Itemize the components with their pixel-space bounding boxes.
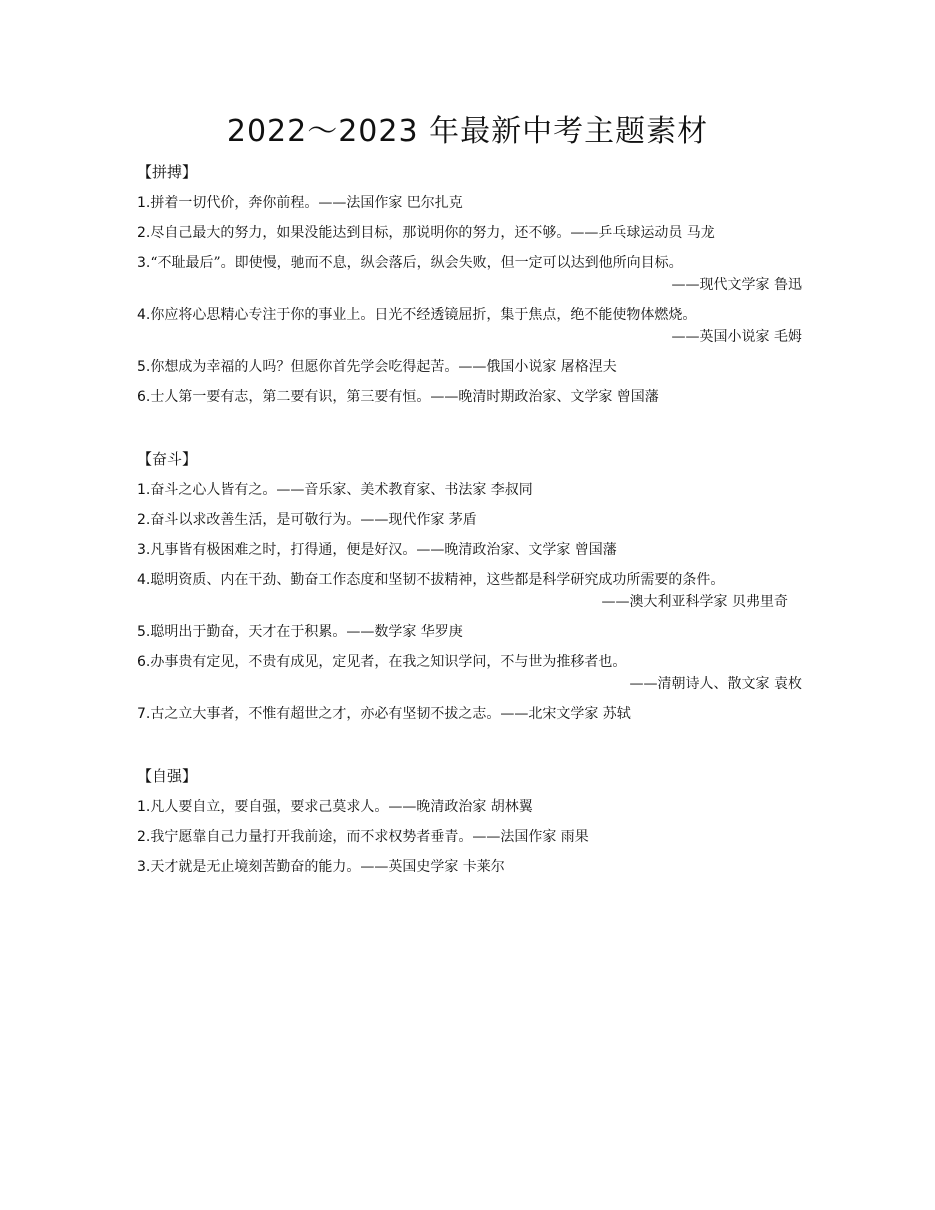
- quote-attribution: ——英国小说家 毛姆: [671, 329, 802, 345]
- quote-item: [137, 541, 802, 560]
- quote-item: [137, 571, 802, 612]
- quote-text: 士人第一要有志，第二要有识，第三要有恒。: [150, 389, 431, 405]
- quote-attribution: ——晚清政治家、文学家 曾国藩: [416, 542, 617, 558]
- quote-attribution: ——北宋文学家 苏轼: [500, 706, 631, 722]
- quote-item: [137, 358, 802, 377]
- quote-item: [137, 828, 802, 847]
- section-heading: 【奋斗】: [137, 450, 198, 468]
- section-fendou: [137, 449, 802, 724]
- quote-text: 凡人要自立，要自强，要求己莫求人。: [150, 799, 389, 815]
- quote-text: 你想成为幸福的人吗？但愿你首先学会吃得起苦。: [150, 359, 459, 375]
- page-title: 2022～2023 年最新中考主题素材: [226, 114, 709, 149]
- quote-attribution: ——俄国小说家 屠格涅夫: [458, 359, 617, 375]
- quote-attribution: ——现代作家 茅盾: [360, 512, 477, 528]
- quote-attribution: ——乒乓球运动员 马龙: [570, 225, 715, 241]
- quote-item: [137, 254, 802, 295]
- quote-attribution: ——数学家 华罗庚: [346, 624, 463, 640]
- quote-attribution: ——音乐家、美术教育家、书法家 李叔同: [276, 482, 533, 498]
- quote-number: 1.: [137, 799, 151, 815]
- quote-text: 尽自己最大的努力，如果没能达到目标，那说明你的努力，还不够。: [150, 225, 571, 241]
- document-body: [137, 162, 802, 888]
- quote-number: 5.: [137, 359, 151, 375]
- quote-attribution: ——晚清时期政治家、文学家 曾国藩: [430, 389, 659, 405]
- section-gap: [137, 735, 802, 766]
- quote-number: 3.: [137, 542, 151, 558]
- quote-item: [137, 194, 802, 213]
- quote-text: 凡事皆有极困难之时，打得通，便是好汉。: [150, 542, 417, 558]
- quote-text: 古之立大事者，不惟有超世之才，亦必有坚韧不拔之志。: [150, 706, 501, 722]
- quote-text: 你应将心思精心专注于你的事业上。日光不经透镜屈折，集于焦点，绝不能使物体燃烧。: [150, 307, 697, 323]
- quote-attribution: ——晚清政治家 胡林翼: [388, 799, 533, 815]
- quote-text: 拼着一切代价，奔你前程。: [150, 195, 319, 211]
- quote-number: 4.: [137, 307, 151, 323]
- quote-number: 4.: [137, 572, 151, 588]
- section-heading: 【拼搏】: [137, 163, 198, 181]
- section-gap: [137, 418, 802, 449]
- quote-number: 2.: [137, 225, 151, 241]
- quote-text: 我宁愿靠自己力量打开我前途，而不求权势者垂青。: [150, 829, 473, 845]
- quote-number: 2.: [137, 512, 151, 528]
- quote-number: 2.: [137, 829, 151, 845]
- quote-item: [137, 653, 802, 694]
- section-ziqiang: [137, 766, 802, 877]
- quote-text: “不耻最后”。即使慢，驰而不息，纵会落后，纵会失败，但一定可以达到他所向目标。: [150, 255, 683, 271]
- quote-item: [137, 705, 802, 724]
- quote-text: 办事贵有定见，不贵有成见，定见者，在我之知识学问，不与世为推移者也。: [150, 654, 627, 670]
- quote-attribution: ——清朝诗人、散文家 袁枚: [629, 676, 802, 692]
- quote-number: 1.: [137, 195, 151, 211]
- quote-item: [137, 623, 802, 642]
- quote-attribution: ——现代文学家 鲁迅: [671, 277, 802, 293]
- quote-number: 6.: [137, 654, 151, 670]
- quote-attribution: ——法国作家 巴尔扎克: [318, 195, 463, 211]
- quote-attribution: ——英国史学家 卡莱尔: [360, 859, 505, 875]
- quote-text: 聪明资质、内在干劲、勤奋工作态度和坚韧不拔精神，这些都是科学研究成功所需要的条件。: [150, 572, 725, 588]
- quote-number: 7.: [137, 706, 151, 722]
- quote-text: 奋斗之心人皆有之。: [150, 482, 277, 498]
- quote-number: 3.: [137, 859, 151, 875]
- quote-item: [137, 388, 802, 407]
- section-pinbo: [137, 162, 802, 407]
- quote-attribution: ——法国作家 雨果: [472, 829, 589, 845]
- quote-text: 奋斗以求改善生活，是可敬行为。: [150, 512, 361, 528]
- quote-item: [137, 481, 802, 500]
- quote-item: [137, 306, 802, 347]
- section-heading: 【自强】: [137, 767, 198, 785]
- quote-item: [137, 798, 802, 817]
- quote-number: 6.: [137, 389, 151, 405]
- quote-text: 天才就是无止境刻苦勤奋的能力。: [150, 859, 361, 875]
- quote-item: [137, 224, 802, 243]
- quote-text: 聪明出于勤奋，天才在于积累。: [150, 624, 347, 640]
- quote-item: [137, 511, 802, 530]
- quote-number: 1.: [137, 482, 151, 498]
- quote-attribution: ——澳大利亚科学家 贝弗里奇: [601, 594, 788, 610]
- quote-number: 5.: [137, 624, 151, 640]
- quote-item: [137, 858, 802, 877]
- quote-number: 3.: [137, 255, 151, 271]
